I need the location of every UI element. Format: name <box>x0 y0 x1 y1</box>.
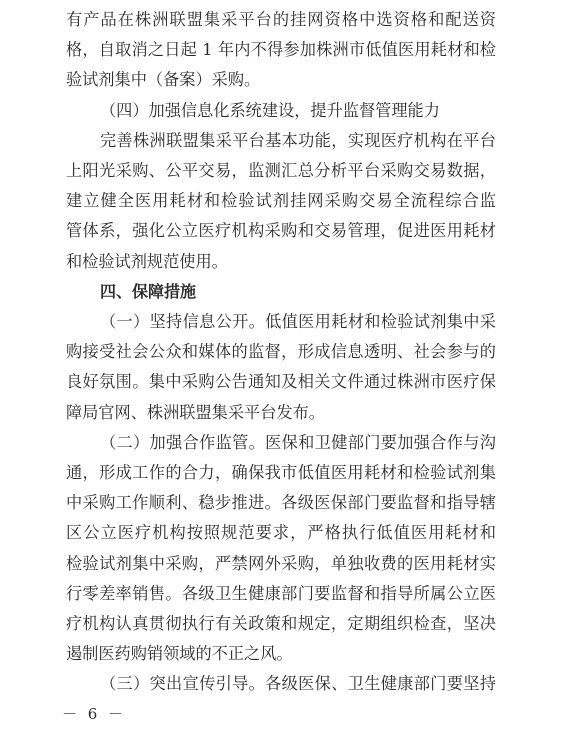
text-line: 管体系，强化公立医疗机构采购和交易管理，促进医用耗材 <box>66 221 496 241</box>
text-line: 和检验试剂规范使用。 <box>66 251 228 271</box>
text-line: 行零差率销售。各级卫生健康部门要监督和指导所属公立医 <box>66 583 496 603</box>
text-line: （三）突出宣传引导。各级医保、卫生健康部门要坚持 <box>100 674 496 694</box>
text-line: 格，自取消之日起 1 年内不得参加株洲市低值医用耗材和检 <box>66 40 496 60</box>
text-line: 通，形成工作的合力，确保我市低值医用耗材和检验试剂集 <box>66 463 496 482</box>
text-line: 区公立医疗机构按照规范要求，严格执行低值医用耗材和 <box>66 523 496 543</box>
text-line: （一）坚持信息公开。低值医用耗材和检验试剂集中采 <box>100 312 496 331</box>
text-line: 中采购工作顺利、稳步推进。各级医保部门要监督和指导辖 <box>66 493 496 513</box>
text-line: 障局官网、株洲联盟集采平台发布。 <box>66 402 325 422</box>
text-line: 上阳光采购、公平交易，监测汇总分析平台采购交易数据， <box>66 161 496 180</box>
text-line: 遏制医药购销领域的不正之风。 <box>66 644 293 664</box>
text-line: 疗机构认真贯彻执行有关政策和规定，定期组织检查，坚决 <box>66 614 496 633</box>
text-line: 检验试剂集中采购，严禁网外采购，单独收费的医用耗材实 <box>66 553 496 573</box>
text-line: （二）加强合作监管。医保和卫健部门要加强合作与沟 <box>100 432 496 452</box>
text-line: 购接受社会公众和媒体的监督，形成信息透明、社会参与的 <box>66 342 496 362</box>
text-line: 完善株洲联盟集采平台基本功能，实现医疗机构在平台 <box>100 130 496 150</box>
page-number: － 6 － <box>62 705 127 723</box>
text-line: 验试剂集中（备案）采购。 <box>66 70 261 90</box>
section-heading-4: （四）加强信息化系统建设，提升监督管理能力 <box>100 100 440 120</box>
text-line: 良好氛围。集中采购公告通知及相关文件通过株洲市医疗保 <box>66 372 496 392</box>
chapter-heading-safeguards: 四、保障措施 <box>100 281 197 301</box>
text-line: 建立健全医用耗材和检验试剂挂网采购交易全流程综合监 <box>66 191 496 211</box>
text-line: 有产品在株洲联盟集采平台的挂网资格中选资格和配送资 <box>66 10 496 29</box>
